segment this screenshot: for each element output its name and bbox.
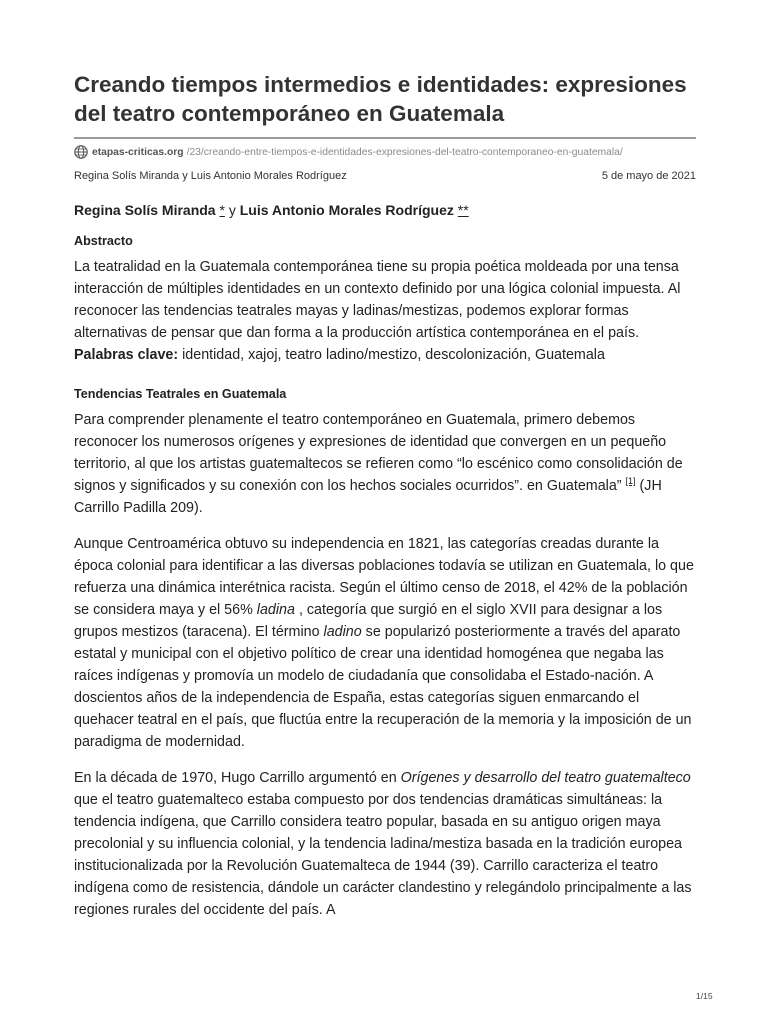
book-title: Orígenes y desarrollo del teatro guatemalteco [400,770,691,786]
globe-icon [74,145,88,159]
paragraph-2: Aunque Centroamérica obtuvo su independencia en 1821, las categorías creadas durante la época colonial para identificar a las diversas poblaciones todavía se utilizan en Guatemala, lo que refuerza una dinámica interétnica racista. Según el último censo de 2018, el 42% de la población se considera maya y el 56% ladina , categoría que surgió en el siglo XVII para designar a los grupos mestizos (taracena). El término ladino se popularizó posteriormente a través del aparato estatal y municipal con el objetivo político de crear una identidad homogénea que negaba las raíces indígenas y promovía un modelo de ciudadanía que consolidaba el Estado-nación. A doscientos años de la independencia de España, estas categorías siguen enmarcando el quehacer teatral en el país, que fluctúa entre la recuperación de la memoria y la imposición de un paradigma de modernidad. [74,536,694,750]
byline: Regina Solís Miranda y Luis Antonio Morales Rodríguez [74,170,347,182]
paragraph-1-citation: (JH Carrillo Padilla 209). [74,478,662,516]
keywords-value: identidad, xajoj, teatro ladino/mestizo, descolonización, Guatemala [182,347,605,363]
abstract-text: La teatralidad en la Guatemala contemporánea tiene su propia poética moldeada por una tensa interacción de múltiples identidades en un contexto definido por una lógica colonial impuesta. Al reconocer las tendencias teatrales mayas y ladinas/mestizas, podemos explorar formas alternativas de pensar que dan forma a la producción artística contemporánea en el país. [74,259,681,341]
paragraph-1-text: Para comprender plenamente el teatro contemporáneo en Guatemala, primero debemos reconocer los numerosos orígenes y expresiones de identidad que convergen en un pequeño territorio, al que los artistas guatemaltecos se refieren como “lo escénico como consolidación de signos y significados y su conexión con los hechos sociales ocurridos”. en Guatemala” [74,412,683,494]
paragraph-3: En la década de 1970, Hugo Carrillo argumentó en Orígenes y desarrollo del teatro guatemalteco que el teatro guatemalteco estaba compuesto por dos tendencias dramáticas simultáneas: la tendencia indígena, que Carrillo considera teatro popular, basada en su antiguo origen maya precolonial y su influencia colonial, y la tendencia ladina/mestiza basada en la tradición europea institucionalizada por la Revolución Guatemalteca de 1944 (39). Carrillo caracteriza el teatro indígena como de resistencia, dándole un carácter clandestino y relegándolo principalmente a las regiones rurales del occidente del país. A [74,770,692,918]
url-path[interactable]: /23/creando-entre-tiempos-e-identidades-expresiones-del-teatro-contemporaneo-en-guatemala/ [186,146,623,158]
document-page [74,70,696,921]
author-1: Regina Solís Miranda [74,202,216,218]
keywords-label: Palabras clave: [74,347,179,363]
term-ladino: ladino [323,624,362,640]
abstract-heading: Abstracto [74,234,133,248]
section-heading: Tendencias Teatrales en Guatemala [74,387,287,401]
publish-date: 5 de mayo de 2021 [601,170,696,182]
site-domain[interactable]: etapas-criticas.org [92,146,184,158]
keywords-line [74,344,696,366]
paragraph-1 [74,409,696,519]
term-ladina: ladina [256,602,295,618]
author-1-footnote-link[interactable]: * [219,202,225,218]
byline-row [74,169,696,183]
article-title: Creando tiempos intermedios e identidades: expresiones del teatro contemporáneo en Guatemala [74,72,687,126]
author-2-footnote-link[interactable]: ** [457,202,469,218]
author-2: Luis Antonio Morales Rodríguez [239,202,454,218]
page-number: 1/15 [696,991,713,1001]
footnote-ref-1[interactable]: [1] [625,476,636,486]
authors-line [74,201,696,219]
author-join: y [228,202,236,218]
source-url[interactable] [74,143,696,161]
title-divider [74,137,696,139]
